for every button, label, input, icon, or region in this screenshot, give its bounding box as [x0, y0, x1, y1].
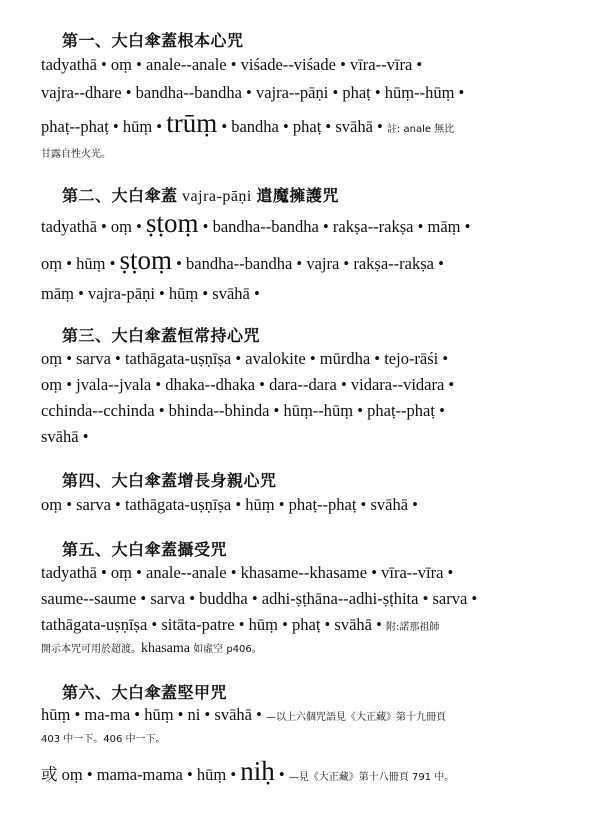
- section-1-inline-note: 註: anale 無比: [386, 124, 455, 135]
- section-4-line-1: oṃ • sarva • tathāgata-uṣṇīṣa • hūṃ • phaṭ--phaṭ • svāhā •: [41, 495, 418, 514]
- section-1-line-3-text: phaṭ--phaṭ • hūṃ •: [41, 117, 167, 136]
- section-4-heading: 第四、大白傘蓋增長身親心咒: [62, 473, 277, 490]
- section-2-line-3: māṃ • vajra-pāṇi • hūṃ • svāhā •: [41, 284, 260, 303]
- section-5-line-2: saume--saume • sarva • buddha • adhi-ṣṭhāna--adhi-ṣṭhita • sarva •: [41, 589, 478, 608]
- section-6-note-line: 403 中一下。406 中一下。: [41, 734, 166, 745]
- section-5-inline-note: 附:諾那祖師: [386, 622, 440, 633]
- section-3-line-2: oṃ • jvala--jvala • dhaka--dhaka • dara--dara • vidara--vidara •: [41, 375, 455, 394]
- section-2-heading-pre: 第二、大白傘蓋: [62, 188, 183, 205]
- section-2-heading-post: 遣魔擁護咒: [251, 188, 339, 205]
- section-6-line-3-tail: •: [274, 765, 289, 784]
- section-3-line-3: cchinda--cchinda • bhinda--bhinda • hūṃ--hūṃ • phaṭ--phaṭ •: [41, 401, 445, 420]
- section-6-line-1: [41, 705, 446, 725]
- section-6-line-1-text: hūṃ • ma-ma • hūṃ • ni • svāhā •: [41, 705, 267, 724]
- section-2-heading: [62, 183, 339, 206]
- section-3-heading: 第三、大白傘蓋恒常持心咒: [62, 328, 261, 345]
- section-6-inline-note: —以上六個咒語見《大正藏》第十九冊頁: [266, 712, 447, 723]
- section-6-line-3: [41, 756, 454, 787]
- section-2-big-syllable-2: ṣṭoṃ: [119, 245, 172, 275]
- section-2-line-1: [41, 208, 470, 239]
- section-3-line-1: oṃ • sarva • tathāgata-uṣṇīṣa • avalokite • mūrdha • tejo-rāśi •: [41, 349, 449, 368]
- section-5-line-3: [41, 615, 439, 635]
- section-2-line-2: [41, 245, 444, 276]
- section-5-note-post: 如虛空 p406。: [189, 644, 262, 655]
- section-5-note-latin: khasama: [141, 641, 190, 656]
- section-1-line-1: tadyathā • oṃ • anale--anale • viśade--viśade • vīra--vīra •: [41, 55, 423, 74]
- section-1-heading: 第一、大白傘蓋根本心咒: [62, 33, 244, 50]
- section-1-note-line: 甘露自性火光。: [41, 149, 111, 160]
- section-6-line-3-text: 或 oṃ • mama-mama • hūṃ •: [41, 765, 241, 784]
- section-1-big-syllable: trūṃ: [166, 108, 218, 138]
- section-2-line-1-tail: • bandha--bandha • rakṣa--rakṣa • māṃ •: [198, 217, 471, 236]
- section-6-inline-note-2: —見《大正藏》第十八冊頁 791 中。: [288, 772, 455, 783]
- section-5-heading: 第五、大白傘蓋攝受咒: [62, 542, 228, 559]
- section-2-big-syllable-1: ṣṭoṃ: [146, 208, 199, 238]
- section-1-line-3-tail: • bandha • phaṭ • svāhā •: [217, 117, 387, 136]
- section-2-line-1-text: tadyathā • oṃ •: [41, 217, 147, 236]
- section-5-note-line: [41, 639, 262, 657]
- section-1-line-2: vajra--dhare • bandha--bandha • vajra--pāṇi • phaṭ • hūṃ--hūṃ •: [41, 83, 465, 102]
- section-2-heading-latin: vajra-pāṇi: [182, 188, 252, 205]
- section-1-line-3: [41, 108, 454, 139]
- section-6-big-syllable: niḥ: [240, 756, 275, 786]
- section-6-heading: 第六、大白傘蓋堅甲咒: [62, 685, 228, 702]
- section-3-line-4: svāhā •: [41, 427, 89, 446]
- section-5-line-3-text: tathāgata-uṣṇīṣa • sitāta-patre • hūṃ • phaṭ • svāhā •: [41, 615, 387, 634]
- section-2-line-2-tail: • bandha--bandha • vajra • rakṣa--rakṣa •: [172, 254, 444, 273]
- section-5-line-1: tadyathā • oṃ • anale--anale • khasame--khasame • vīra--vīra •: [41, 563, 454, 582]
- section-5-note-pre: 開示本咒可用於超渡。: [41, 644, 141, 655]
- section-2-line-2-text: oṃ • hūṃ •: [41, 254, 120, 273]
